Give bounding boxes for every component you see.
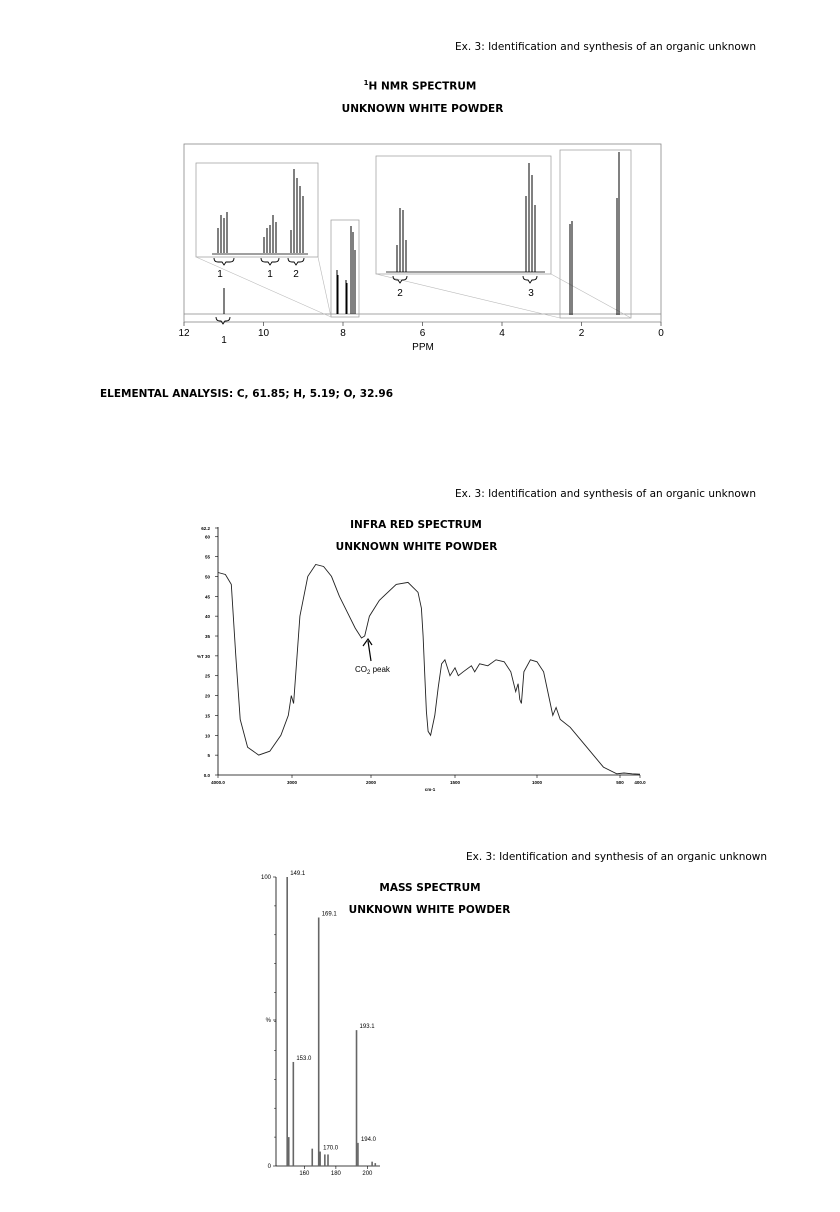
ir-y-tick-label: 50 xyxy=(204,574,210,580)
nmr-integration-label: 1 xyxy=(217,269,223,280)
nmr-subtitle: UNKNOWN WHITE POWDER xyxy=(341,103,504,115)
ir-y-tick-label: 35 xyxy=(204,634,210,640)
nmr-integration-label: 1 xyxy=(221,335,227,346)
ir-header: Ex. 3: Identification and synthesis of an organic unknown xyxy=(455,488,757,500)
nmr-integration-label: 2 xyxy=(397,288,403,299)
nmr-integration-label: 3 xyxy=(528,288,534,299)
nmr-x-label: PPM xyxy=(412,342,434,353)
nmr-x-tick-label: 12 xyxy=(178,328,190,339)
nmr-x-tick-label: 8 xyxy=(340,328,346,339)
ir-subtitle: UNKNOWN WHITE POWDER xyxy=(335,541,498,553)
ir-x-tick-label: 4000.0 xyxy=(211,780,225,785)
ms-header: Ex. 3: Identification and synthesis of an organic unknown xyxy=(466,851,768,863)
ms-peak-label: 153.0 xyxy=(296,1055,312,1062)
ms-peak-label: 169.1 xyxy=(321,911,337,918)
ms-peak-label: 149.1 xyxy=(290,871,306,877)
ms-y-tick-label: 100 xyxy=(260,875,271,881)
nmr-title-sup: 1 xyxy=(363,79,369,87)
ir-y-tick-label: 20 xyxy=(204,693,210,699)
nmr-elemental-analysis: ELEMENTAL ANALYSIS: C, 61.85; H, 5.19; O, 32.96 xyxy=(100,388,394,400)
ir-x-tick-label: 3000 xyxy=(286,780,298,785)
ir-x-tick-label: 500 xyxy=(616,780,624,785)
nmr-x-tick-label: 0 xyxy=(658,328,664,339)
ir-y-tick-label: 45 xyxy=(204,594,210,600)
ir-x-tick-label: 1500 xyxy=(449,780,461,785)
nmr-header: Ex. 3: Identification and synthesis of an organic unknown xyxy=(455,41,757,53)
ir-y-tick-label: 55 xyxy=(204,554,210,560)
ir-y-tick-label: 5 xyxy=(207,753,210,759)
ir-y-tick-label: 25 xyxy=(204,673,210,679)
ir-y-tick-label: 62.2 xyxy=(201,526,210,531)
nmr-x-tick-label: 2 xyxy=(578,328,585,339)
nmr-integration-label: 2 xyxy=(293,269,299,280)
nmr-x-tick-label: 6 xyxy=(419,328,426,339)
ir-title: INFRA RED SPECTRUM xyxy=(350,519,482,531)
ir-y-tick-label: 15 xyxy=(204,713,210,719)
ir-y-tick-label: 60 xyxy=(204,534,210,540)
ir-y-tick-label: %T 30 xyxy=(196,653,210,659)
nmr-integration-label: 1 xyxy=(267,269,273,280)
ms-peak-label: 194.0 xyxy=(360,1136,376,1143)
ir-y-tick-label: 10 xyxy=(204,733,210,739)
nmr-x-tick-label: 4 xyxy=(499,328,505,339)
ms-title: MASS SPECTRUM xyxy=(379,882,481,894)
ir-y-tick-label: 40 xyxy=(204,614,210,620)
ir-y-tick-label: 0.0 xyxy=(203,773,210,778)
ms-x-tick-label: 200 xyxy=(362,1171,373,1177)
ir-annotation: $CO_2$ peak xyxy=(355,665,390,676)
ms-x-tick-label: 180 xyxy=(330,1171,341,1177)
ms-x-tick-label: 160 xyxy=(299,1171,310,1177)
ir-x-tick-label: 400.0 xyxy=(634,780,646,785)
nmr-title-text: H NMR SPECTRUM xyxy=(368,80,477,93)
ir-x-tick-label: 2000 xyxy=(365,780,377,785)
ms-peak-label: 193.1 xyxy=(359,1024,375,1031)
ms-y-tick-label: 0 xyxy=(267,1164,271,1170)
ms-subtitle: UNKNOWN WHITE POWDER xyxy=(348,904,511,916)
ms-peaks xyxy=(287,871,376,1166)
nmr-x-tick-label: 10 xyxy=(257,328,270,339)
ms-peak-label: 170.0 xyxy=(323,1145,339,1152)
ms-y-tick-label: % xyxy=(265,1018,271,1024)
ir-x-tick-label: 1000 xyxy=(531,780,543,785)
ir-x-label: cm-1 xyxy=(424,787,436,792)
